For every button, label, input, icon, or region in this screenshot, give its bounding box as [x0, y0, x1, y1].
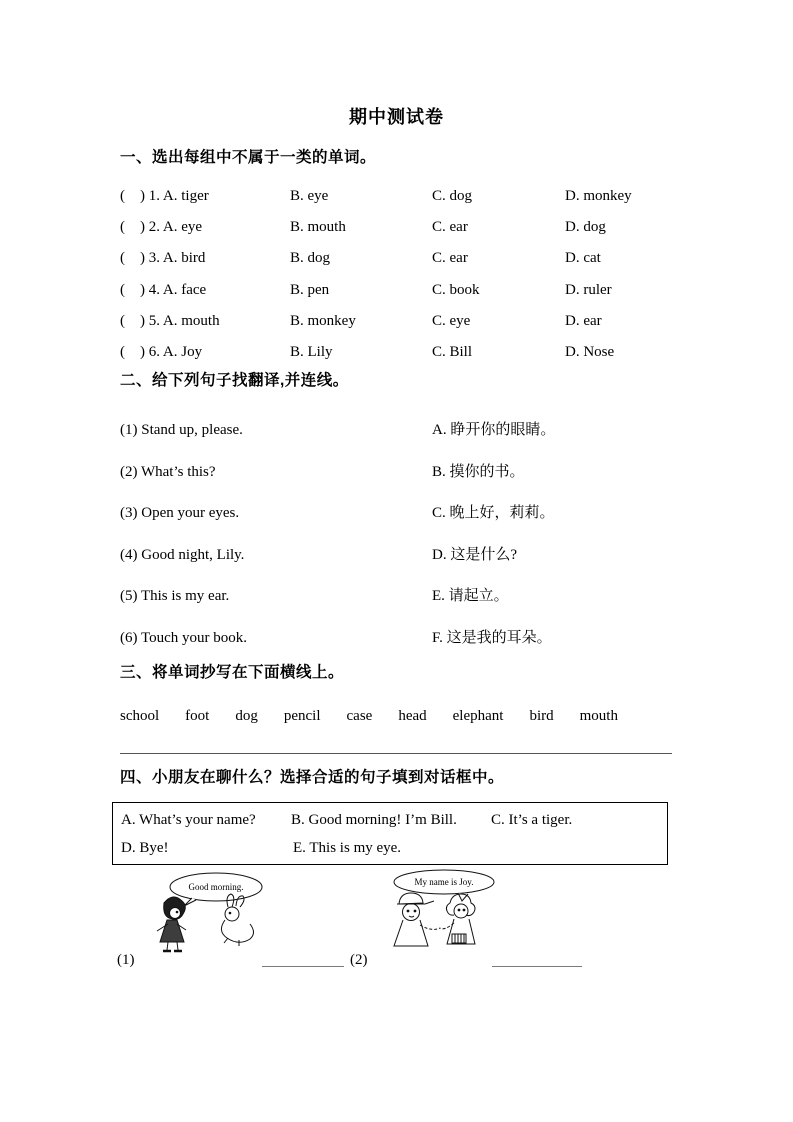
section2-heading: 二、给下列句子找翻译,并连线。: [120, 372, 349, 389]
illustration-girl-and-rabbit: [140, 870, 266, 968]
match-e-zh: E. 请起立。: [432, 588, 509, 605]
q4-stem: ( ) 4. A. face: [120, 281, 207, 298]
q1-stem: ( ) 1. A. tiger: [120, 188, 209, 204]
match-c-zh: C. 晚上好，莉莉。: [432, 505, 555, 522]
match-2-en: (2) What’s this?: [120, 463, 216, 480]
item2-label: (2): [350, 952, 368, 968]
copy-writing-line: [120, 753, 672, 754]
rabbit-body-icon: [221, 920, 253, 942]
q5-opt-c: C. eye: [432, 312, 471, 329]
match-5-en: (5) This is my ear.: [120, 588, 230, 605]
q5-stem: ( ) 5. A. mouth: [120, 312, 220, 329]
dialog-option-b: B. Good morning! I’m Bill.: [291, 812, 457, 828]
dialog-option-c: C. It’s a tiger.: [491, 812, 573, 828]
copy-word: head: [398, 708, 427, 724]
copy-word: elephant: [452, 708, 504, 724]
match-3-en: (3) Open your eyes.: [120, 505, 240, 522]
q5-opt-d: D. ear: [565, 312, 602, 329]
q5-opt-b: B. monkey: [290, 312, 356, 329]
boy-body-icon: [394, 920, 428, 946]
match-a-zh: A. 睁开你的眼睛。: [432, 422, 556, 438]
copy-word-list: [120, 706, 618, 726]
section2-matching-grid: [120, 420, 555, 670]
match-b-zh: B. 摸你的书。: [432, 463, 525, 480]
copy-word: pencil: [283, 708, 321, 724]
girl-dress-icon: [160, 920, 184, 942]
answer-blank-2: [492, 966, 582, 967]
copy-word: foot: [185, 708, 210, 724]
q3-opt-c: C. ear: [432, 250, 468, 267]
q2-stem: ( ) 2. A. eye: [120, 219, 203, 236]
q6-opt-d: D. Nose: [565, 343, 615, 360]
q2-opt-b: B. mouth: [290, 219, 346, 236]
section1-question-grid: [120, 186, 632, 373]
q3-opt-b: B. dog: [290, 250, 331, 267]
boy-cap-icon: [399, 893, 423, 904]
q3-opt-d: D. cat: [565, 250, 601, 267]
copy-word: mouth: [579, 708, 618, 724]
copy-word: bird: [529, 708, 554, 724]
q4-opt-b: B. pen: [290, 281, 330, 298]
page-title: 期中测试卷: [349, 107, 444, 127]
section4-heading: 四、小朋友在聊什么？选择合适的句子填到对话框中。: [120, 769, 505, 786]
dialog-option-e: E. This is my eye.: [293, 840, 402, 856]
match-f-zh: F. 这是我的耳朵。: [432, 629, 552, 646]
illustration-boy-and-girl: [380, 868, 500, 964]
q2-opt-d: D. dog: [565, 219, 606, 236]
q2-opt-c: C. ear: [432, 219, 468, 236]
item1-label: (1): [117, 952, 135, 968]
dialog-option-a: A. What’s your name?: [121, 812, 256, 828]
q4-opt-d: D. ruler: [565, 281, 612, 298]
match-6-en: (6) Touch your book.: [120, 629, 247, 646]
q6-opt-c: C. Bill: [432, 343, 473, 360]
copy-word: school: [120, 708, 160, 724]
copy-word: dog: [235, 708, 258, 724]
match-d-zh: D. 这是什么?: [432, 546, 517, 563]
section1-heading: 一、选出每组中不属于一类的单词。: [120, 149, 377, 166]
answer-blank-1: [262, 966, 344, 967]
q1-opt-d: D. monkey: [565, 188, 632, 204]
speech-bubble-1-text: Good morning.: [188, 882, 244, 892]
q3-stem: ( ) 3. A. bird: [120, 250, 206, 267]
q6-opt-b: B. Lily: [290, 343, 333, 360]
q4-opt-c: C. book: [432, 281, 480, 298]
dialog-option-d: D. Bye!: [121, 840, 169, 856]
match-1-en: (1) Stand up, please.: [120, 422, 243, 438]
match-4-en: (4) Good night, Lily.: [120, 546, 245, 563]
q1-opt-c: C. dog: [432, 188, 473, 204]
q6-stem: ( ) 6. A. Joy: [120, 343, 203, 360]
speech-bubble-2-text: My name is Joy.: [414, 877, 474, 887]
q1-opt-b: B. eye: [290, 188, 329, 204]
copy-word: case: [346, 708, 373, 724]
section3-heading: 三、将单词抄写在下面横线上。: [120, 664, 345, 681]
dialog-options-box: [112, 802, 668, 865]
